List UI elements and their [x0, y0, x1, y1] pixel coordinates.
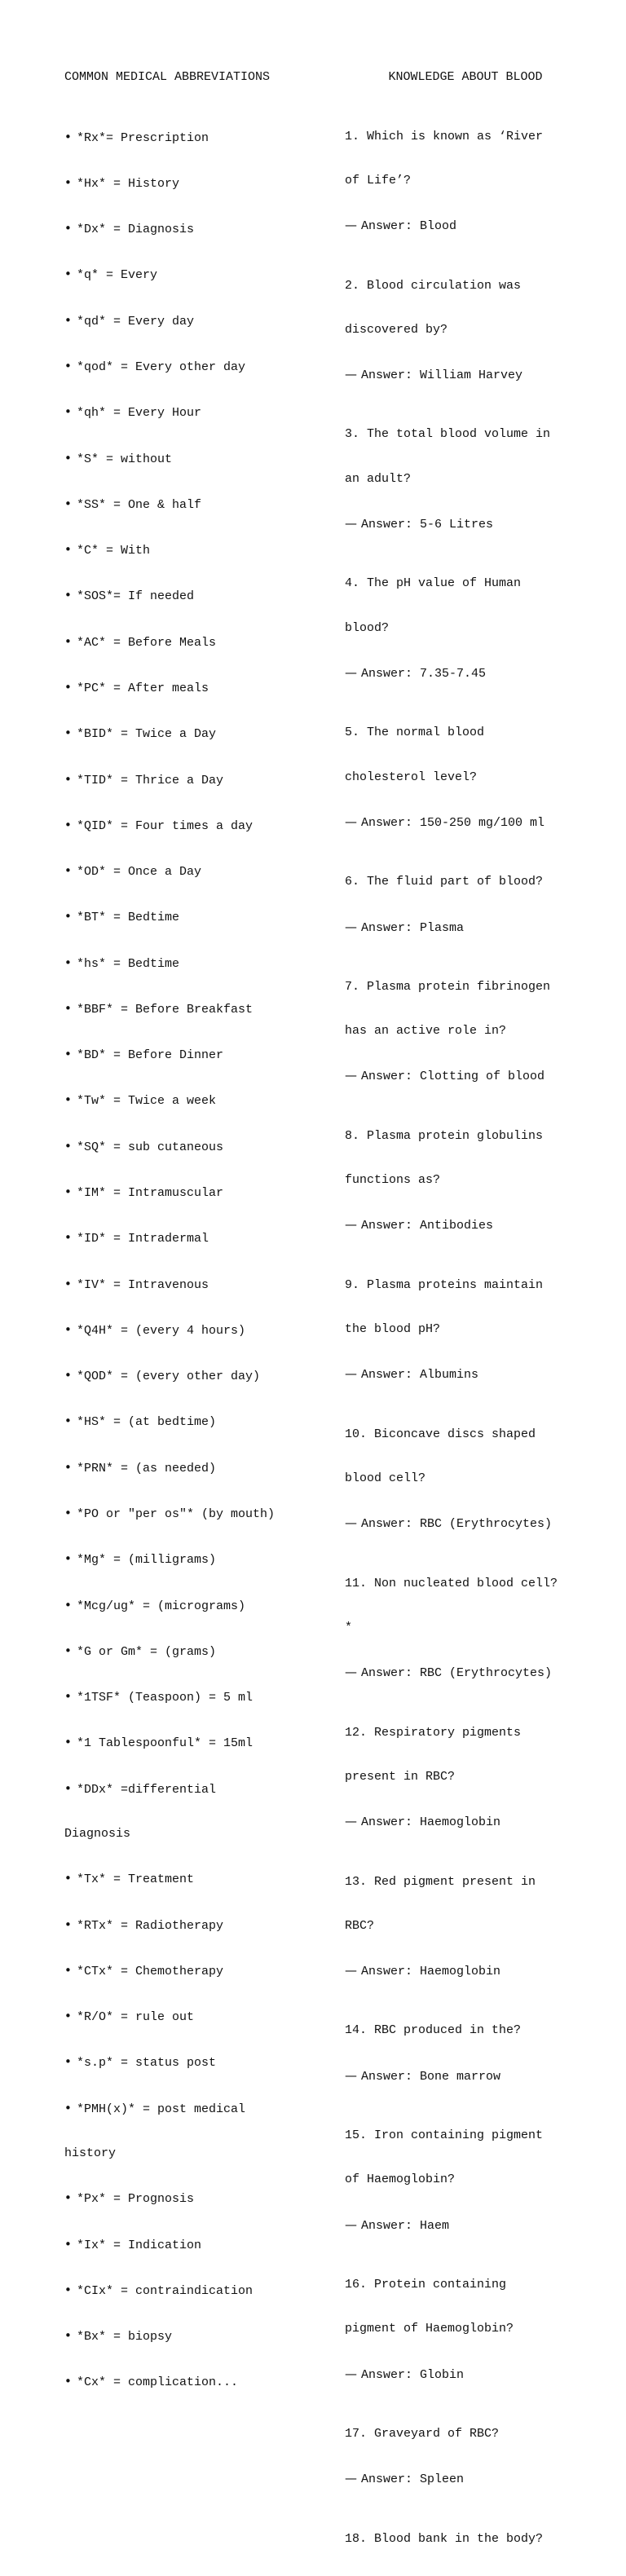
question-text: 14. RBC produced in the? [345, 2023, 522, 2038]
abbreviation-text: *QOD* = (every other day) [77, 1370, 261, 1384]
question-text: 17. Graveyard of RBC? [345, 2427, 500, 2441]
abbreviation-item [64, 542, 333, 558]
abbreviation-item [64, 1001, 333, 1017]
abbreviation-text: *Tw* = Twice a week [77, 1094, 217, 1109]
abbreviation-text: *SS* = One & half [77, 497, 202, 512]
question-text: 6. The fluid part of blood? [345, 875, 544, 889]
bullet-icon: • [64, 771, 72, 787]
abbreviation-text: *CIx* = contraindication [77, 2283, 253, 2298]
abbreviation-item [64, 1184, 333, 1201]
bullet-icon: • [64, 1230, 72, 1246]
abbreviation-item [64, 1735, 333, 1751]
bullet-icon: • [64, 542, 72, 558]
question-text: an adult? [345, 471, 412, 486]
question-text: functions as? [345, 1173, 441, 1188]
blood-quiz-column [345, 41, 589, 2576]
abbreviation-item [64, 221, 333, 237]
abbreviation-text: *DDx* =differential [77, 1782, 217, 1797]
answer-dash-icon: — [345, 2217, 357, 2232]
abbreviation-text: *PRN* = (as needed) [77, 1461, 217, 1475]
abbreviation-text: *Mg* = (milligrams) [77, 1553, 217, 1568]
answer-line [345, 1217, 589, 1233]
bullet-icon: • [64, 2190, 72, 2206]
bullet-icon: • [64, 726, 72, 741]
abbreviation-text: *S* = without [77, 452, 173, 466]
abbreviation-text: *Q4H* = (every 4 hours) [77, 1323, 246, 1338]
answer-line [345, 814, 589, 831]
abbreviation-item [64, 451, 333, 467]
question-text: 4. The pH value of Human [345, 576, 522, 591]
question-text: has an active role in? [345, 1024, 507, 1039]
answer-text: Answer: Plasma [361, 920, 465, 935]
abbreviation-item [64, 404, 333, 421]
bullet-icon: • [64, 955, 72, 970]
answer-text: Answer: William Harvey [361, 368, 523, 383]
bullet-icon: • [64, 1551, 72, 1567]
abbreviation-item [64, 772, 333, 788]
bullet-icon: • [64, 129, 72, 144]
question-text: 13. Red pigment present in [345, 1874, 536, 1889]
answer-text: Answer: Bone marrow [361, 2069, 501, 2084]
bullet-icon: • [64, 1459, 72, 1475]
abbreviation-item [64, 1092, 333, 1109]
abbreviation-item [64, 1139, 333, 1155]
answer-line [345, 2366, 589, 2383]
abbreviation-item [64, 634, 333, 651]
question-text: * [345, 1620, 353, 1634]
answer-line [345, 2217, 589, 2234]
abbreviation-text: *AC* = Before Meals [77, 635, 217, 650]
answer-text: Answer: RBC (Erythrocytes) [361, 1666, 553, 1681]
abbreviation-text: *BD* = Before Dinner [77, 1048, 224, 1063]
bullet-icon: • [64, 174, 72, 190]
abbreviation-text: *IM* = Intramuscular [77, 1186, 224, 1201]
answer-line [345, 1814, 589, 1830]
bullet-icon: • [64, 1368, 72, 1383]
abbreviation-text: *TID* = Thrice a Day [77, 773, 224, 787]
abbreviation-text: *BID* = Twice a Day [77, 727, 217, 742]
question-text: of Haemoglobin? [345, 2172, 456, 2187]
answer-dash-icon: — [345, 516, 357, 531]
abbreviation-text: *PC* = After meals [77, 681, 209, 695]
question-text: 7. Plasma protein fibrinogen [345, 979, 551, 994]
answer-dash-icon: — [345, 2471, 357, 2486]
answer-line [345, 218, 589, 234]
question-text: 9. Plasma proteins maintain [345, 1277, 544, 1292]
abbreviation-text: *Rx*= Prescription [77, 130, 209, 145]
answer-line [345, 1665, 589, 1681]
bullet-icon: • [64, 1962, 72, 1978]
abbreviation-item [64, 2009, 333, 2025]
bullet-icon: • [64, 1643, 72, 1658]
question-text: 16. Protein containing [345, 2278, 507, 2292]
answer-dash-icon: — [345, 2366, 357, 2381]
bullet-icon: • [64, 1780, 72, 1796]
abbreviation-continuation: history [64, 2146, 117, 2160]
question-text: blood? [345, 620, 390, 635]
bullet-icon: • [64, 1047, 72, 1062]
abbreviation-item [64, 1551, 333, 1568]
answer-line [345, 1068, 589, 1084]
answer-text: Answer: Albumins [361, 1368, 479, 1383]
answer-line [345, 367, 589, 383]
bullet-icon: • [64, 1917, 72, 1932]
bullet-icon: • [64, 2328, 72, 2344]
bullet-icon: • [64, 1506, 72, 1520]
abbreviation-text: *RTx* = Radiotherapy [77, 1918, 224, 1933]
answer-line [345, 1963, 589, 1979]
answer-line [345, 1366, 589, 1383]
abbreviation-text: *PO or "per os"* (by mouth) [77, 1507, 276, 1521]
answer-dash-icon: — [345, 814, 357, 829]
bullet-icon: • [64, 863, 72, 879]
answer-line [345, 516, 589, 532]
abbreviation-text: *Ix* = Indication [77, 2238, 202, 2252]
answer-dash-icon: — [345, 1515, 357, 1531]
abbreviation-text: *hs* = Bedtime [77, 956, 180, 971]
abbreviation-item [64, 1598, 333, 1614]
abbreviation-item [64, 909, 333, 925]
bullet-icon: • [64, 496, 72, 511]
abbreviation-text: *C* = With [77, 544, 151, 558]
abbreviation-item [64, 313, 333, 329]
question-text: pigment of Haemoglobin? [345, 2322, 514, 2336]
abbreviation-text: *Px* = Prognosis [77, 2192, 195, 2207]
bullet-icon: • [64, 1735, 72, 1750]
bullet-icon: • [64, 633, 72, 649]
abbreviation-item [64, 1643, 333, 1660]
abbreviation-text: *Hx* = History [77, 176, 180, 191]
bullet-icon: • [64, 267, 72, 282]
question-text: 15. Iron containing pigment [345, 2128, 544, 2143]
question-text: RBC? [345, 1918, 375, 1933]
abbreviation-item [64, 1277, 333, 1293]
question-text: 1. Which is known as ‘River [345, 129, 544, 143]
abbreviation-item [64, 359, 333, 375]
abbreviation-item [64, 1322, 333, 1339]
answer-dash-icon: — [345, 2067, 357, 2083]
abbreviation-item [64, 267, 333, 283]
question-text: 2. Blood circulation was [345, 278, 522, 293]
abbreviation-text: *1TSF* (Teaspoon) = 5 ml [77, 1691, 253, 1705]
question-text: cholesterol level? [345, 770, 478, 784]
question-text: 18. Blood bank in the body? [345, 2531, 544, 2546]
answer-text: Answer: RBC (Erythrocytes) [361, 1517, 553, 1532]
question-text: present in RBC? [345, 1769, 456, 1784]
abbreviation-item [64, 863, 333, 880]
abbreviation-text: *Tx* = Treatment [77, 1872, 195, 1887]
abbreviation-item [64, 1230, 333, 1246]
answer-text: Answer: 5-6 Litres [361, 518, 494, 532]
abbreviation-item [64, 496, 333, 513]
bullet-icon: • [64, 2009, 72, 2024]
abbreviation-item [64, 818, 333, 834]
abbreviation-item [64, 1047, 333, 1063]
answer-dash-icon: — [345, 1068, 357, 1083]
bullet-icon: • [64, 1138, 72, 1153]
abbreviation-text: *OD* = Once a Day [77, 865, 202, 880]
answer-text: Answer: Blood [361, 219, 457, 234]
answer-dash-icon: — [345, 1366, 357, 1382]
abbreviation-item [64, 1689, 333, 1705]
bullet-icon: • [64, 358, 72, 373]
abbreviation-text: *Mcg/ug* = (micrograms) [77, 1599, 246, 1613]
bullet-icon: • [64, 1414, 72, 1429]
abbreviation-text: *HS* = (at bedtime) [77, 1415, 217, 1430]
abbreviation-item [64, 955, 333, 972]
abbreviation-text: *IV* = Intravenous [77, 1277, 209, 1292]
abbreviation-item [64, 2328, 333, 2344]
bullet-icon: • [64, 1092, 72, 1108]
abbreviation-text: *QID* = Four times a day [77, 818, 253, 833]
bullet-icon: • [64, 2100, 72, 2115]
abbreviation-text: *Dx* = Diagnosis [77, 223, 195, 237]
bullet-icon: • [64, 404, 72, 420]
abbreviation-text: *PMH(x)* = post medical [77, 2102, 246, 2116]
abbreviations-heading: COMMON MEDICAL ABBREVIATIONS [64, 70, 271, 85]
abbreviation-item [64, 2374, 333, 2390]
bullet-icon: • [64, 1871, 72, 1886]
blood-quiz-heading: KNOWLEDGE ABOUT BLOOD [388, 70, 543, 85]
answer-text: Answer: 7.35-7.45 [361, 666, 487, 681]
answer-dash-icon: — [345, 1217, 357, 1233]
abbreviation-item [64, 1368, 333, 1384]
abbreviation-item [64, 1917, 333, 1934]
abbreviation-item [64, 1871, 333, 1887]
abbreviation-item [64, 2101, 333, 2117]
answer-line [345, 1515, 589, 1532]
answer-text: Answer: Haem [361, 2218, 450, 2233]
abbreviation-text: *G or Gm* = (grams) [77, 1644, 217, 1659]
bullet-icon: • [64, 2282, 72, 2297]
abbreviation-text: *BT* = Bedtime [77, 911, 180, 925]
abbreviation-item [64, 1460, 333, 1476]
answer-dash-icon: — [345, 1814, 357, 1829]
abbreviations-column [64, 41, 333, 2420]
abbreviation-text: *SQ* = sub cutaneous [77, 1140, 224, 1154]
answer-dash-icon: — [345, 919, 357, 934]
answer-dash-icon: — [345, 218, 357, 233]
answer-line [345, 920, 589, 936]
question-text: 5. The normal blood [345, 726, 485, 740]
question-text: 12. Respiratory pigments [345, 1725, 522, 1740]
bullet-icon: • [64, 1321, 72, 1337]
question-text: of Life’? [345, 173, 412, 187]
abbreviation-item [64, 2190, 333, 2207]
question-text: 10. Biconcave discs shaped [345, 1427, 536, 1441]
abbreviation-text: *Bx* = biopsy [77, 2330, 173, 2344]
question-text: the blood pH? [345, 1322, 441, 1337]
answer-dash-icon: — [345, 1665, 357, 1680]
answer-dash-icon: — [345, 1963, 357, 1978]
bullet-icon: • [64, 1276, 72, 1291]
bullet-icon: • [64, 1000, 72, 1016]
abbreviation-text: *R/O* = rule out [77, 2010, 195, 2025]
abbreviation-item [64, 175, 333, 192]
question-text: 3. The total blood volume in [345, 427, 551, 442]
bullet-icon: • [64, 1184, 72, 1200]
answer-dash-icon: — [345, 367, 357, 382]
abbreviation-text: *qd* = Every day [77, 314, 195, 329]
abbreviation-text: *qod* = Every other day [77, 359, 246, 374]
bullet-icon: • [64, 2054, 72, 2070]
bullet-icon: • [64, 588, 72, 603]
bullet-icon: • [64, 2374, 72, 2389]
bullet-icon: • [64, 1689, 72, 1705]
abbreviation-text: *qh* = Every Hour [77, 406, 202, 421]
question-text: discovered by? [345, 322, 448, 337]
abbreviation-item [64, 588, 333, 604]
abbreviation-item [64, 1781, 333, 1797]
abbreviation-item [64, 1963, 333, 1979]
abbreviation-item [64, 2283, 333, 2299]
abbreviation-text: *q* = Every [77, 268, 158, 283]
abbreviation-continuation: Diagnosis [64, 1826, 131, 1841]
bullet-icon: • [64, 909, 72, 924]
abbreviation-item [64, 130, 333, 146]
abbreviation-item [64, 1414, 333, 1430]
abbreviation-text: *CTx* = Chemotherapy [77, 1964, 224, 1978]
answer-text: Answer: Antibodies [361, 1219, 494, 1233]
answer-text: Answer: Clotting of blood [361, 1070, 545, 1084]
bullet-icon: • [64, 2236, 72, 2252]
abbreviation-item [64, 726, 333, 742]
bullet-icon: • [64, 312, 72, 328]
bullet-icon: • [64, 1597, 72, 1612]
bullet-icon: • [64, 817, 72, 832]
bullet-icon: • [64, 450, 72, 465]
answer-text: Answer: Globin [361, 2367, 465, 2382]
answer-text: Answer: Haemoglobin [361, 1965, 501, 1979]
answer-text: Answer: 150-250 mg/100 ml [361, 815, 545, 830]
abbreviation-text: *ID* = Intradermal [77, 1232, 209, 1246]
answer-line [345, 665, 589, 681]
abbreviation-item [64, 680, 333, 696]
abbreviation-text: *1 Tablespoonful* = 15ml [77, 1736, 253, 1751]
answer-text: Answer: Spleen [361, 2472, 465, 2487]
abbreviation-text: *SOS*= If needed [77, 589, 195, 604]
abbreviation-item [64, 1506, 333, 1522]
abbreviation-text: *BBF* = Before Breakfast [77, 1002, 253, 1017]
answer-line [345, 2471, 589, 2487]
bullet-icon: • [64, 221, 72, 236]
abbreviation-item [64, 2237, 333, 2253]
bullet-icon: • [64, 679, 72, 695]
answer-text: Answer: Haemoglobin [361, 1815, 501, 1830]
abbreviation-text: *s.p* = status post [77, 2056, 217, 2071]
abbreviation-item [64, 2054, 333, 2071]
question-text: 11. Non nucleated blood cell? [345, 1576, 558, 1590]
answer-line [345, 2068, 589, 2084]
answer-dash-icon: — [345, 664, 357, 680]
question-text: blood cell? [345, 1471, 426, 1485]
question-text: 8. Plasma protein globulins [345, 1128, 544, 1143]
abbreviation-text: *Cx* = complication... [77, 2375, 239, 2390]
